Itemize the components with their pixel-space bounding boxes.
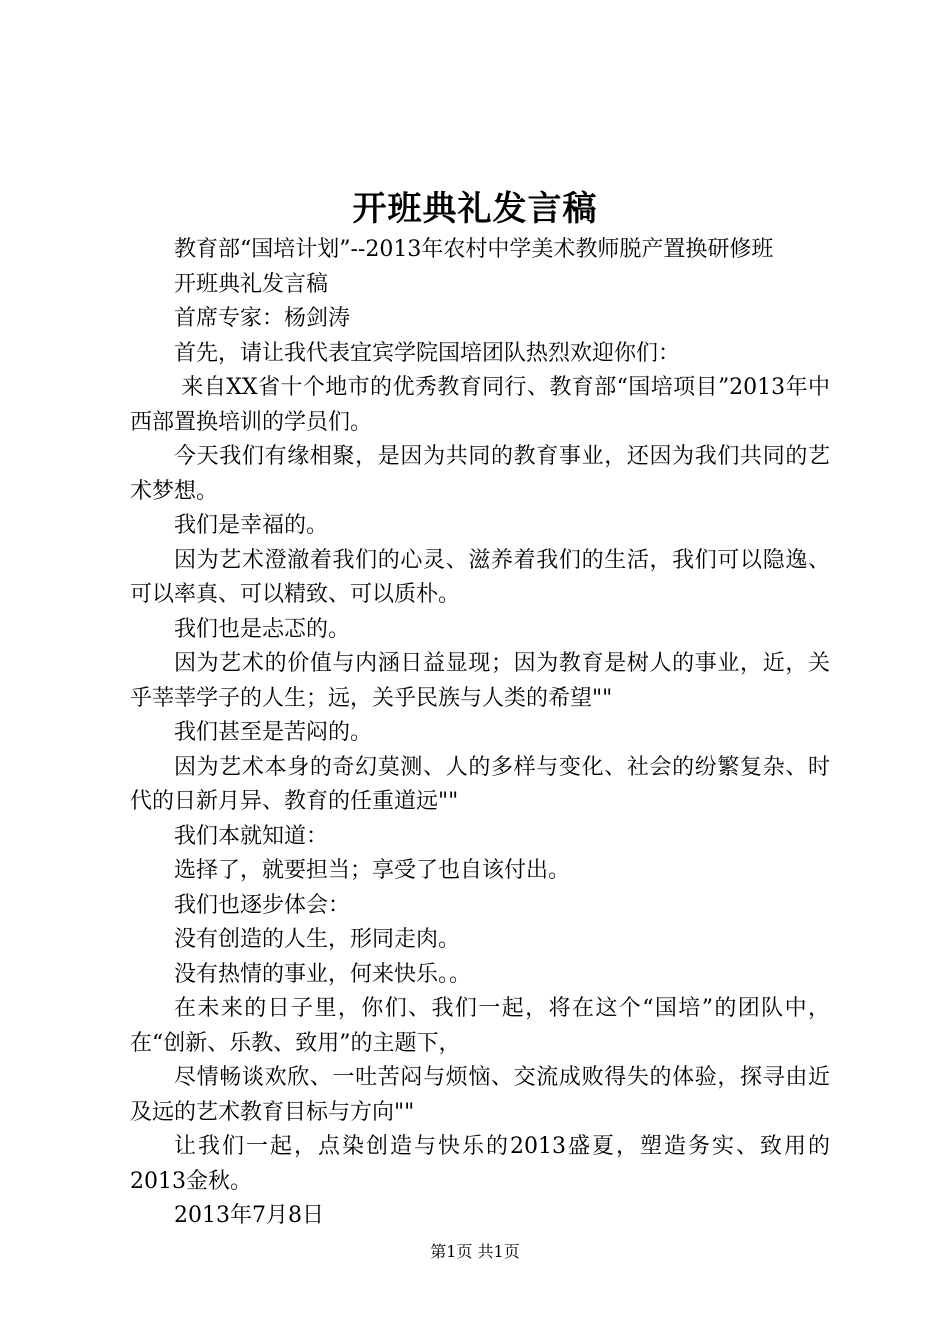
paragraph: 因为艺术澄澈着我们的心灵、滋养着我们的生活，我们可以隐逸、可以率真、可以精致、可以质朴。 bbox=[130, 547, 830, 607]
document-title: 开班典礼发言稿 bbox=[352, 189, 598, 229]
paragraph: 我们本就知道： bbox=[174, 823, 329, 849]
paragraph: 让我们一起，点染创造与快乐的2013盛夏，塑造务实、致用的2013金秋。 bbox=[130, 1134, 830, 1194]
paragraph: 首席专家：杨剑涛 bbox=[174, 306, 351, 331]
paragraph: 在未来的日子里，你们、我们一起，将在这个“国培”的团队中，在“创新、乐教、致用”的主题下， bbox=[130, 996, 830, 1056]
paragraph: 我们也逐步体会： bbox=[174, 892, 351, 918]
paragraph: 来自XX省十个地市的优秀教育同行、教育部“国培项目”2013年中西部置换培训的学员们。 bbox=[130, 375, 831, 435]
paragraph: 教育部“国培计划”--2013年农村中学美术教师脱产置换研修班 bbox=[174, 237, 774, 262]
paragraph: 因为艺术本身的奇幻莫测、人的多样与变化、社会的纷繁复杂、时代的日新月异、教育的任重道远"" bbox=[130, 754, 830, 814]
paragraph: 今天我们有缘相聚，是因为共同的教育事业，还因为我们共同的艺术梦想。 bbox=[130, 444, 830, 504]
paragraph: 我们甚至是苦闷的。 bbox=[174, 720, 373, 745]
document-body bbox=[130, 233, 830, 1234]
paragraph: 没有热情的事业，何来快乐。。 bbox=[174, 961, 472, 987]
paragraph: 我们是幸福的。 bbox=[174, 513, 329, 538]
page-number-footer: 第1页 共1页 bbox=[430, 1242, 520, 1261]
paragraph: 首先，请让我代表宜宾学院国培团队热烈欢迎你们： bbox=[174, 340, 681, 366]
paragraph: 没有创造的人生，形同走肉。 bbox=[174, 927, 461, 952]
paragraph: 尽情畅谈欢欣、一吐苦闷与烦恼、交流成败得失的体验，探寻由近及远的艺术教育目标与方向"" bbox=[130, 1065, 830, 1125]
paragraph: 我们也是忐忑的。 bbox=[174, 616, 351, 642]
paragraph: 因为艺术的价值与内涵日益显现；因为教育是树人的事业，近，关乎莘莘学子的人生；远，关乎民族与人类的希望"" bbox=[130, 651, 830, 711]
document-date: 2013年7月8日 bbox=[174, 1203, 324, 1228]
paragraph: 开班典礼发言稿 bbox=[174, 271, 329, 297]
paragraph: 选择了，就要担当；享受了也自该付出。 bbox=[174, 858, 571, 883]
